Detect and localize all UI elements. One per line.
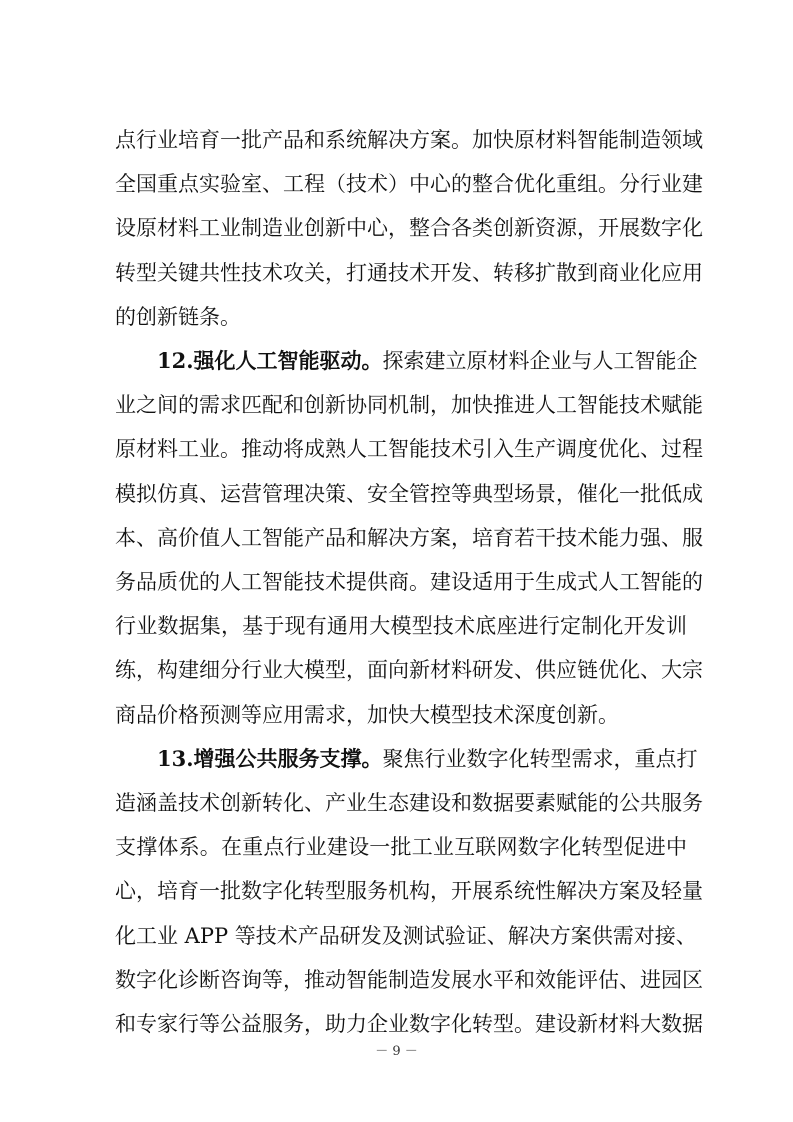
text-line: 化工业 APP 等技术产品研发及测试验证、解决方案供需对接、 bbox=[115, 923, 697, 948]
text-line: 转型关键共性技术攻关，打通技术开发、转移扩散到商业化应用 bbox=[115, 260, 703, 285]
text-line: 务品质优的人工智能技术提供商。建设适用于生成式人工智能的 bbox=[115, 570, 703, 594]
text-line: 心，培育一批数字化转型服务机构，开展系统性解决方案及轻量 bbox=[115, 879, 703, 904]
text-line: 造涵盖技术创新转化、产业生态建设和数据要素赋能的公共服务 bbox=[115, 791, 703, 815]
text-line: 和专家行等公益服务，助力企业数字化转型。建设新材料大数据 bbox=[115, 1012, 703, 1036]
text-line: 数字化诊断咨询等，推动智能制造发展水平和效能评估、进园区 bbox=[115, 967, 703, 992]
section-heading: 13.增强公共服务支撑。 bbox=[157, 745, 383, 771]
text-line: 原材料工业。推动将成熟人工智能技术引入生产调度优化、过程 bbox=[115, 437, 703, 462]
text-line: 行业数据集，基于现有通用大模型技术底座进行定制化开发训 bbox=[115, 614, 687, 639]
text-line: 点行业培育一批产品和系统解决方案。加快原材料智能制造领域 bbox=[115, 128, 703, 152]
paragraph-first-line bbox=[157, 341, 698, 381]
text-line: 全国重点实验室、工程（技术）中心的整合优化重组。分行业建 bbox=[115, 172, 703, 197]
text-line: 练，构建细分行业大模型，面向新材料研发、供应链优化、大宗 bbox=[115, 658, 703, 683]
text-line: 商品价格预测等应用需求，加快大模型技术深度创新。 bbox=[115, 702, 619, 727]
text-line: 支撑体系。在重点行业建设一批工业互联网数字化转型促进中 bbox=[115, 835, 687, 860]
paragraph-text: 聚焦行业数字化转型需求，重点打 bbox=[382, 746, 698, 771]
paragraph-first-line bbox=[157, 739, 698, 779]
text-line: 本、高价值人工智能产品和解决方案，培育若干技术能力强、服 bbox=[115, 525, 703, 550]
text-line: 设原材料工业制造业创新中心，整合各类创新资源，开展数字化 bbox=[115, 216, 703, 241]
text-line: 模拟仿真、运营管理决策、安全管控等典型场景，催化一批低成 bbox=[115, 481, 703, 506]
text-line: 业之间的需求匹配和创新协同机制，加快推进人工智能技术赋能 bbox=[115, 393, 703, 418]
section-heading: 12.强化人工智能驱动。 bbox=[157, 348, 383, 373]
paragraph-text: 探索建立原材料企业与人工智能企 bbox=[382, 349, 698, 373]
text-line: 的创新链条。 bbox=[115, 304, 241, 329]
page-number: － 9 － bbox=[375, 1044, 418, 1059]
